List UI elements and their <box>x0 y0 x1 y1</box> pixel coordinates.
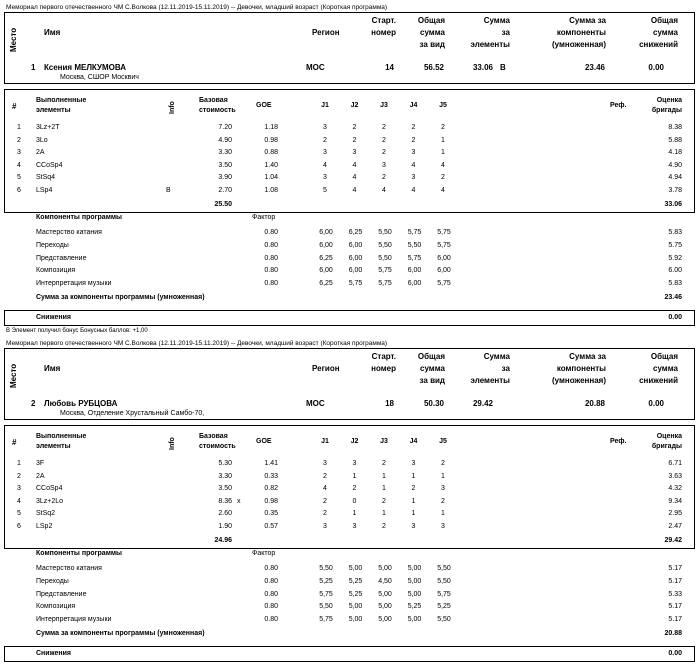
region: МОС <box>306 63 325 72</box>
element-base-value: 4.90 <box>218 136 232 144</box>
header-deductions: Общая сумма снижений <box>639 16 678 49</box>
skater-club: Москва, Отделение Хрустальный Самбо-70, <box>60 410 205 417</box>
component-judge-score: 5,75 <box>319 590 333 598</box>
element-judge-score: 3 <box>323 174 327 182</box>
element-row-number: 5 <box>17 510 21 518</box>
pcs-total: 23.46 <box>664 294 682 301</box>
element-panel-score: 6.71 <box>668 460 682 467</box>
event-title: Мемориал первого отечественного ЧМ С.Волкова (12.11.2019-15.11.2019) -- Девочки, младший возраст (Короткая программа) <box>6 4 388 11</box>
component-judge-score: 5,25 <box>319 577 333 585</box>
col-j2: J2 <box>350 102 359 109</box>
pcs-total-label: Сумма за компоненты программы (умноженная) <box>36 630 205 637</box>
element-judge-score: 2 <box>382 149 386 157</box>
component-judge-score: 5,75 <box>437 241 451 249</box>
component-name: Композиция <box>36 603 76 611</box>
element-score-total: 33.06 <box>664 201 682 208</box>
component-judge-score: 6,00 <box>348 241 363 249</box>
element-row-number: 4 <box>17 497 21 505</box>
element-base-value: 3.30 <box>218 472 232 480</box>
element-judge-score: 1 <box>441 510 445 518</box>
base-value-total: 24.96 <box>214 537 232 544</box>
component-judge-score: 5,50 <box>319 565 333 572</box>
element-judge-score: 1 <box>441 149 445 157</box>
element-goe: 0.98 <box>264 497 278 505</box>
element-base-value: 2.60 <box>218 510 232 518</box>
component-name: Мастерство катания <box>36 565 102 572</box>
component-name: Композиция <box>36 267 76 275</box>
element-goe: 0.82 <box>264 485 278 493</box>
component-factor: 0.80 <box>264 577 278 585</box>
component-judge-score: 5,75 <box>407 254 422 262</box>
component-name: Переходы <box>36 241 69 249</box>
element-judge-score: 1 <box>411 472 416 480</box>
element-judge-score: 3 <box>441 485 445 493</box>
element-judge-score: 2 <box>411 136 416 144</box>
col-executed: Выполненные элементы <box>36 97 87 114</box>
element-goe: 1.08 <box>264 187 278 194</box>
element-judge-score: 2 <box>441 174 445 182</box>
header-deductions: Общая сумма снижений <box>639 352 678 385</box>
element-judge-score: 3 <box>323 124 327 131</box>
element-judge-score: 2 <box>352 485 357 493</box>
element-base-value: 8.36 <box>218 497 232 505</box>
total-component-score: 20.88 <box>584 399 605 408</box>
component-judge-score: 5,00 <box>348 616 363 624</box>
element-judge-score: 3 <box>441 523 445 530</box>
element-base-value: 7.20 <box>218 124 232 131</box>
element-judge-score: 4 <box>441 161 445 169</box>
element-code: 2A <box>36 149 45 157</box>
element-judge-score: 4 <box>323 161 327 169</box>
element-panel-score: 2.95 <box>668 510 682 518</box>
element-goe: 0.88 <box>264 149 278 157</box>
element-judge-score: 1 <box>441 136 445 144</box>
element-judge-score: 2 <box>411 124 416 131</box>
header-region: Регион <box>312 28 340 37</box>
component-judge-score: 5,50 <box>378 229 392 236</box>
component-factor: 0.80 <box>264 254 278 262</box>
header-start-no: Старт. номер <box>371 16 396 37</box>
element-goe: 1.40 <box>264 161 278 169</box>
component-judge-score: 5,25 <box>407 603 422 611</box>
element-panel-score: 2.47 <box>668 523 682 530</box>
col-info: Info <box>169 437 176 450</box>
col-score: Оценка бригады <box>651 97 682 114</box>
col-j3: J3 <box>380 102 388 109</box>
col-info: Info <box>169 101 176 114</box>
element-base-value: 3.90 <box>218 174 232 182</box>
element-code: 3Lz+2T <box>36 124 60 131</box>
component-panel-score: 5.33 <box>668 590 682 598</box>
element-panel-score: 4.18 <box>668 149 682 157</box>
col-ref: Реф. <box>610 438 627 445</box>
col-goe: GOE <box>256 438 272 445</box>
element-panel-score: 9.34 <box>668 497 682 505</box>
base-value-total: 25.50 <box>214 201 232 208</box>
element-info: B <box>166 187 171 194</box>
element-judge-score: 3 <box>323 149 327 157</box>
header-start-no: Старт. номер <box>371 352 396 373</box>
element-row-number: 4 <box>17 161 21 169</box>
element-panel-score: 4.94 <box>668 174 682 182</box>
element-judge-score: 3 <box>411 523 416 530</box>
element-row-number: 3 <box>17 485 21 493</box>
component-panel-score: 5.17 <box>668 603 682 611</box>
component-name: Интерпретация музыки <box>36 280 112 288</box>
total-element-score: 33.06 <box>472 63 493 72</box>
component-factor: 0.80 <box>264 590 278 598</box>
element-judge-score: 2 <box>441 497 445 505</box>
element-code: StSq4 <box>36 174 56 182</box>
component-panel-score: 5.17 <box>668 616 682 624</box>
element-judge-score: 1 <box>382 510 386 518</box>
element-judge-score: 4 <box>352 187 357 194</box>
element-judge-score: 5 <box>323 187 327 194</box>
event-title: Мемориал первого отечественного ЧМ С.Волкова (12.11.2019-15.11.2019) -- Девочки, младший возраст (Короткая программа) <box>6 340 388 347</box>
pcs-total-label: Сумма за компоненты программы (умноженная) <box>36 294 205 301</box>
col-num: # <box>12 438 17 447</box>
component-panel-score: 5.17 <box>668 565 682 572</box>
component-judge-score: 5,50 <box>407 241 422 249</box>
component-judge-score: 5,00 <box>407 565 422 572</box>
component-judge-score: 6,25 <box>348 229 363 236</box>
component-panel-score: 5.17 <box>668 577 682 585</box>
col-j4: J4 <box>409 438 418 445</box>
bonus-legend-note: B Элемент получил бонус Бонусных баллов: +1,00 <box>6 328 148 334</box>
element-code: CCoSp4 <box>36 161 63 169</box>
element-judge-score: 4 <box>411 187 416 194</box>
col-j4: J4 <box>409 102 418 109</box>
component-name: Мастерство катания <box>36 229 102 236</box>
element-judge-score: 2 <box>323 497 327 505</box>
component-judge-score: 6,00 <box>319 229 333 236</box>
component-factor: 0.80 <box>264 603 278 611</box>
element-judge-score: 2 <box>382 174 386 182</box>
col-j5: J5 <box>439 102 447 109</box>
element-judge-score: 2 <box>382 523 386 530</box>
col-j3: J3 <box>380 438 388 445</box>
component-judge-score: 5,75 <box>437 590 451 598</box>
element-row-number: 2 <box>17 136 21 144</box>
element-goe: 0.98 <box>264 136 278 144</box>
components-title: Компоненты программы <box>36 550 123 557</box>
total-segment-score: 50.30 <box>423 399 444 408</box>
component-panel-score: 5.83 <box>668 229 682 236</box>
element-judge-score: 0 <box>352 497 357 505</box>
element-judge-score: 2 <box>382 497 386 505</box>
component-name: Интерпретация музыки <box>36 616 112 624</box>
deductions-label: Снижения <box>36 650 71 657</box>
element-goe: 1.41 <box>264 460 278 467</box>
col-num: # <box>12 102 17 111</box>
component-judge-score: 5,50 <box>378 241 392 249</box>
element-judge-score: 1 <box>441 472 445 480</box>
element-judge-score: 2 <box>411 485 416 493</box>
element-judge-score: 4 <box>352 174 357 182</box>
component-judge-score: 6,00 <box>348 254 363 262</box>
component-judge-score: 5,00 <box>348 565 363 572</box>
deductions-box <box>4 646 695 662</box>
component-judge-score: 5,50 <box>378 254 392 262</box>
component-name: Переходы <box>36 577 69 585</box>
component-judge-score: 5,25 <box>348 590 363 598</box>
element-judge-score: 1 <box>411 497 416 505</box>
element-judge-score: 2 <box>323 136 327 144</box>
element-judge-score: 2 <box>382 460 386 467</box>
element-goe: 0.33 <box>264 472 278 480</box>
element-row-number: 6 <box>17 187 21 194</box>
component-judge-score: 6,00 <box>348 267 363 275</box>
element-judge-score: 4 <box>352 161 357 169</box>
component-factor: 0.80 <box>264 280 278 288</box>
element-goe: 0.35 <box>264 510 278 518</box>
factor-label: Фактор <box>252 214 276 221</box>
element-judge-score: 2 <box>323 472 327 480</box>
header-place: Место <box>9 363 18 388</box>
col-executed: Выполненные элементы <box>36 433 87 450</box>
header-pcs: Сумма за компоненты (умноженная) <box>552 352 606 385</box>
component-factor: 0.80 <box>264 616 278 624</box>
component-judge-score: 5,75 <box>378 267 392 275</box>
element-row-number: 1 <box>17 124 21 131</box>
element-base-value: 3.50 <box>218 485 232 493</box>
header-region: Регион <box>312 364 340 373</box>
element-judge-score: 2 <box>323 510 327 518</box>
component-panel-score: 6.00 <box>668 267 682 275</box>
component-judge-score: 5,75 <box>319 616 333 624</box>
element-base-value: 1.90 <box>218 523 232 530</box>
element-judge-score: 4 <box>323 485 327 493</box>
component-judge-score: 6,00 <box>319 241 333 249</box>
element-judge-score: 2 <box>441 460 445 467</box>
col-j1: J1 <box>321 102 329 109</box>
component-judge-score: 5,50 <box>437 577 451 585</box>
pcs-total: 20.88 <box>664 630 682 637</box>
deductions-total: 0.00 <box>668 314 682 321</box>
component-judge-score: 5,00 <box>378 603 392 611</box>
component-judge-score: 5,00 <box>378 565 392 572</box>
component-judge-score: 5,50 <box>437 616 451 624</box>
component-judge-score: 5,75 <box>378 280 392 288</box>
deductions-box <box>4 310 695 326</box>
start-number: 14 <box>385 63 394 72</box>
factor-label: Фактор <box>252 550 276 557</box>
component-panel-score: 5.92 <box>668 254 682 262</box>
region: МОС <box>306 399 325 408</box>
element-goe: 1.18 <box>264 124 278 131</box>
element-judge-score: 3 <box>382 161 386 169</box>
header-tes: Сумма за элементы <box>470 352 510 385</box>
component-judge-score: 6,25 <box>319 280 333 288</box>
header-name: Имя <box>44 364 61 373</box>
component-judge-score: 5,00 <box>407 590 422 598</box>
element-judge-score: 1 <box>382 472 386 480</box>
element-goe: 1.04 <box>264 174 278 182</box>
element-panel-score: 3.63 <box>668 472 682 480</box>
component-judge-score: 6,00 <box>437 254 451 262</box>
element-judge-score: 1 <box>352 472 357 480</box>
element-code: 3Lo <box>36 136 48 144</box>
element-judge-score: 4 <box>411 161 416 169</box>
component-judge-score: 6,00 <box>319 267 333 275</box>
component-name: Представление <box>36 254 87 262</box>
element-judge-score: 3 <box>323 460 327 467</box>
element-row-number: 6 <box>17 523 21 530</box>
component-factor: 0.80 <box>264 267 278 275</box>
element-judge-score: 1 <box>352 510 357 518</box>
component-judge-score: 6,00 <box>407 267 422 275</box>
component-judge-score: 5,00 <box>348 603 363 611</box>
element-judge-score: 2 <box>382 136 386 144</box>
header-tes: Сумма за элементы <box>470 16 510 49</box>
element-row-number: 1 <box>17 460 21 467</box>
component-judge-score: 5,75 <box>348 280 363 288</box>
element-code: CCoSp4 <box>36 485 63 493</box>
total-deductions: 0.00 <box>648 399 664 408</box>
component-judge-score: 5,75 <box>407 229 422 236</box>
col-score: Оценка бригады <box>651 433 682 450</box>
element-code: LSp2 <box>36 523 53 530</box>
skater-name: Ксения МЕЛКУМОВА <box>44 63 127 72</box>
deductions-total: 0.00 <box>668 650 682 657</box>
component-judge-score: 6,00 <box>407 280 422 288</box>
col-j2: J2 <box>350 438 359 445</box>
col-j1: J1 <box>321 438 329 445</box>
element-judge-score: 3 <box>323 523 327 530</box>
element-judge-score: 3 <box>411 174 416 182</box>
element-judge-score: 4 <box>441 187 445 194</box>
component-name: Представление <box>36 590 87 598</box>
component-judge-score: 5,75 <box>437 280 451 288</box>
col-base: Базовая стоимость <box>199 97 236 114</box>
header-total-score: Общая сумма за вид <box>417 352 445 385</box>
component-factor: 0.80 <box>264 229 278 236</box>
element-panel-score: 8.38 <box>668 124 682 131</box>
element-code: 2A <box>36 472 45 480</box>
component-judge-score: 5,00 <box>407 616 422 624</box>
element-code: 3F <box>36 460 45 467</box>
component-panel-score: 5.75 <box>668 241 682 249</box>
element-judge-score: 3 <box>352 523 357 530</box>
component-judge-score: 5,25 <box>437 603 451 611</box>
element-goe: 0.57 <box>264 523 278 530</box>
element-code: StSq2 <box>36 510 56 518</box>
rank: 2 <box>31 399 36 408</box>
total-segment-score: 56.52 <box>423 63 444 72</box>
element-judge-score: 4 <box>382 187 386 194</box>
components-title: Компоненты программы <box>36 214 123 221</box>
skater-club: Москва, СШОР Москвич <box>60 74 139 81</box>
element-judge-score: 2 <box>352 124 357 131</box>
skater-name: Любовь РУБЦОВА <box>44 399 118 408</box>
header-name: Имя <box>44 28 61 37</box>
header-place: Место <box>9 27 18 52</box>
component-panel-score: 5.83 <box>668 280 682 288</box>
element-judge-score: 2 <box>441 124 445 131</box>
element-score-total: 29.42 <box>664 537 682 544</box>
element-base-value: 3.50 <box>218 161 232 169</box>
rank: 1 <box>31 63 36 72</box>
component-judge-score: 5,50 <box>437 565 451 572</box>
col-base: Базовая стоимость <box>199 433 236 450</box>
element-judge-score: 1 <box>411 510 416 518</box>
element-base-value: 5.30 <box>218 460 232 467</box>
element-panel-score: 3.78 <box>668 187 682 194</box>
component-factor: 0.80 <box>264 565 278 572</box>
start-number: 18 <box>385 399 394 408</box>
element-judge-score: 3 <box>352 149 357 157</box>
component-judge-score: 5,25 <box>348 577 363 585</box>
element-judge-score: 3 <box>411 149 416 157</box>
element-judge-score: 2 <box>382 124 386 131</box>
element-code: LSp4 <box>36 187 53 194</box>
element-late-mark: x <box>237 497 241 505</box>
element-row-number: 3 <box>17 149 21 157</box>
component-judge-score: 6,00 <box>437 267 451 275</box>
element-judge-score: 1 <box>382 485 386 493</box>
total-deductions: 0.00 <box>648 63 664 72</box>
element-panel-score: 4.32 <box>668 485 682 493</box>
element-judge-score: 3 <box>411 460 416 467</box>
header-pcs: Сумма за компоненты (умноженная) <box>552 16 606 49</box>
col-ref: Реф. <box>610 102 627 109</box>
component-judge-score: 5,00 <box>378 590 392 598</box>
total-element-score: 29.42 <box>472 399 493 408</box>
component-factor: 0.80 <box>264 241 278 249</box>
total-component-score: 23.46 <box>584 63 605 72</box>
header-total-score: Общая сумма за вид <box>417 16 445 49</box>
col-goe: GOE <box>256 102 272 109</box>
element-row-number: 5 <box>17 174 21 182</box>
element-code: 3Lz+2Lo <box>36 497 64 505</box>
element-judge-score: 3 <box>352 460 357 467</box>
tes-bonus-mark: B <box>500 63 506 72</box>
element-base-value: 3.30 <box>218 149 232 157</box>
element-panel-score: 4.90 <box>668 161 682 169</box>
component-judge-score: 5,75 <box>437 229 451 236</box>
element-judge-score: 2 <box>352 136 357 144</box>
component-judge-score: 5,00 <box>407 577 422 585</box>
component-judge-score: 4,50 <box>378 577 392 585</box>
element-base-value: 2.70 <box>218 187 232 194</box>
deductions-label: Снижения <box>36 314 71 321</box>
col-j5: J5 <box>439 438 447 445</box>
component-judge-score: 5,50 <box>319 603 333 611</box>
component-judge-score: 5,00 <box>378 616 392 624</box>
element-row-number: 2 <box>17 472 21 480</box>
component-judge-score: 6,25 <box>319 254 333 262</box>
element-panel-score: 5.88 <box>668 136 682 144</box>
